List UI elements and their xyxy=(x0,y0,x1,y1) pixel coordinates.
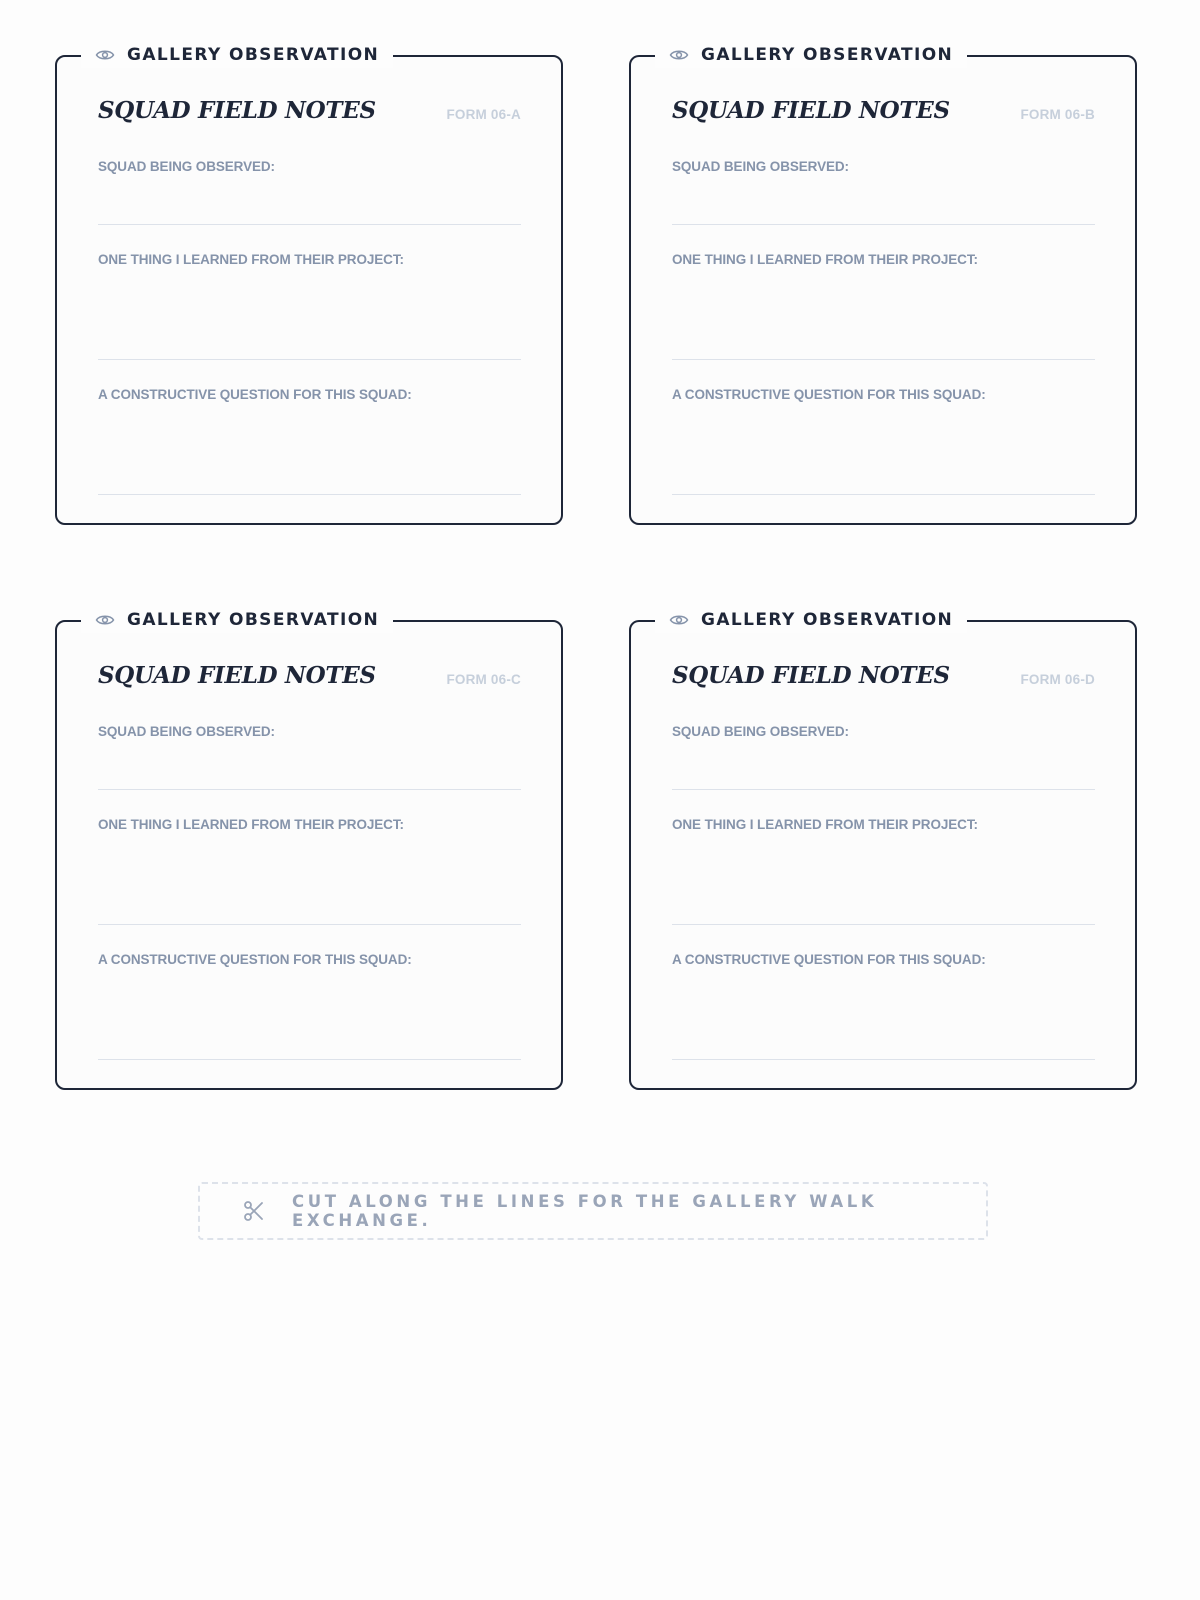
question-label: A CONSTRUCTIVE QUESTION FOR THIS SQUAD: xyxy=(672,387,986,402)
learned-label: ONE THING I LEARNED FROM THEIR PROJECT: xyxy=(672,252,978,267)
squad-observed-label: SQUAD BEING OBSERVED: xyxy=(98,159,275,174)
form-code: FORM 06-A xyxy=(446,107,521,122)
squad-observed-label: SQUAD BEING OBSERVED: xyxy=(672,159,849,174)
observation-card-a xyxy=(55,45,563,525)
squad-observed-line[interactable] xyxy=(98,224,521,225)
squad-observed-label: SQUAD BEING OBSERVED: xyxy=(672,724,849,739)
card-legend xyxy=(81,42,393,68)
learned-line[interactable] xyxy=(98,359,521,360)
learned-label: ONE THING I LEARNED FROM THEIR PROJECT: xyxy=(98,817,404,832)
card-legend-text: GALLERY OBSERVATION xyxy=(127,45,380,65)
squad-observed-line[interactable] xyxy=(98,789,521,790)
card-legend xyxy=(655,607,967,633)
question-label: A CONSTRUCTIVE QUESTION FOR THIS SQUAD: xyxy=(98,387,412,402)
squad-observed-line[interactable] xyxy=(672,224,1095,225)
cut-instructions-text: CUT ALONG THE LINES FOR THE GALLERY WALK EXCHANGE. xyxy=(292,1192,878,1230)
observation-card-c xyxy=(55,610,563,1090)
learned-label: ONE THING I LEARNED FROM THEIR PROJECT: xyxy=(98,252,404,267)
card-legend xyxy=(81,607,393,633)
question-line[interactable] xyxy=(672,1059,1095,1060)
question-line[interactable] xyxy=(672,494,1095,495)
question-label: A CONSTRUCTIVE QUESTION FOR THIS SQUAD: xyxy=(98,952,412,967)
card-legend xyxy=(655,42,967,68)
squad-observed-label: SQUAD BEING OBSERVED: xyxy=(98,724,275,739)
form-code: FORM 06-C xyxy=(446,672,521,687)
card-title: SQUAD FIELD NOTES xyxy=(98,97,376,124)
eye-icon xyxy=(669,613,689,627)
observation-card-b xyxy=(629,45,1137,525)
card-legend-text: GALLERY OBSERVATION xyxy=(127,610,380,630)
scissors-icon xyxy=(242,1199,266,1223)
form-code: FORM 06-D xyxy=(1020,672,1095,687)
question-line[interactable] xyxy=(98,494,521,495)
eye-icon xyxy=(669,48,689,62)
cut-instructions-box xyxy=(198,1182,988,1240)
squad-observed-line[interactable] xyxy=(672,789,1095,790)
eye-icon xyxy=(95,613,115,627)
card-title: SQUAD FIELD NOTES xyxy=(672,97,950,124)
learned-line[interactable] xyxy=(672,924,1095,925)
form-code: FORM 06-B xyxy=(1020,107,1095,122)
question-label: A CONSTRUCTIVE QUESTION FOR THIS SQUAD: xyxy=(672,952,986,967)
card-legend-text: GALLERY OBSERVATION xyxy=(701,610,954,630)
observation-card-d xyxy=(629,610,1137,1090)
question-line[interactable] xyxy=(98,1059,521,1060)
card-title: SQUAD FIELD NOTES xyxy=(672,662,950,689)
card-legend-text: GALLERY OBSERVATION xyxy=(701,45,954,65)
learned-line[interactable] xyxy=(672,359,1095,360)
learned-label: ONE THING I LEARNED FROM THEIR PROJECT: xyxy=(672,817,978,832)
learned-line[interactable] xyxy=(98,924,521,925)
eye-icon xyxy=(95,48,115,62)
card-title: SQUAD FIELD NOTES xyxy=(98,662,376,689)
